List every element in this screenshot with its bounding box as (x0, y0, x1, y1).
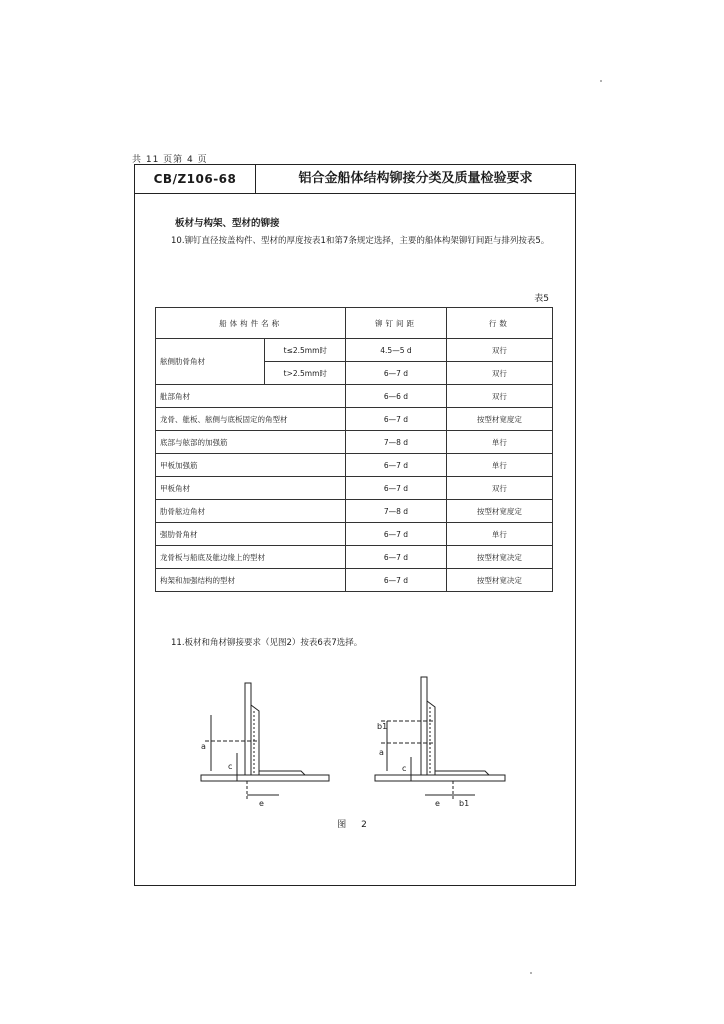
table-row (156, 523, 553, 546)
angle-profile-right (427, 701, 435, 775)
cell-spacing: 7—8 d (346, 431, 446, 454)
cell-rows: 按型材宽度定 (446, 408, 552, 431)
document-frame (134, 164, 576, 886)
cell-rows: 双行 (446, 362, 552, 385)
cell-spacing: 7—8 d (346, 500, 446, 523)
cell-rows: 双行 (446, 477, 552, 500)
cell-name: 底部与舷部的加强筋 (156, 431, 346, 454)
table-row (156, 385, 553, 408)
cell-spacing: 6—7 d (346, 362, 446, 385)
header-row-count: 行数 (446, 308, 552, 339)
dim-label-a-left: a (201, 742, 206, 751)
cell-name: 舭部角材 (156, 385, 346, 408)
scan-speck (530, 972, 532, 974)
angle-flange-left (259, 771, 305, 775)
cell-spacing: 6—7 d (346, 523, 446, 546)
cell-spacing: 4.5—5 d (346, 339, 446, 362)
cell-spacing: 6—7 d (346, 546, 446, 569)
dim-label-e-left: e (259, 799, 264, 808)
cell-name: 甲板角材 (156, 477, 346, 500)
cell-spacing: 6—7 d (346, 569, 446, 592)
cell-name: 甲板加强筋 (156, 454, 346, 477)
page-counter: 共 11 页第 4 页 (132, 155, 208, 165)
cell-spacing: 6—7 d (346, 408, 446, 431)
clause-11-text: 11.板材和角材铆接要求（见图2）按表6表7选择。 (171, 638, 363, 648)
dim-label-a-right: a (379, 748, 384, 757)
table-row (156, 339, 553, 362)
cell-condition: t≤2.5mm时 (265, 339, 346, 362)
cell-rows: 单行 (446, 431, 552, 454)
cell-name: 龙骨板与船底及舭边缘上的型材 (156, 546, 346, 569)
header-rivet-spacing: 铆钉间距 (346, 308, 446, 339)
dim-label-c-right: c (402, 764, 407, 773)
header-component-name: 船体构件名称 (156, 308, 346, 339)
vertical-plate-right (421, 677, 427, 775)
joint-drawing-left (201, 683, 329, 801)
vertical-plate-left (245, 683, 251, 775)
cell-name: 强肋骨角材 (156, 523, 346, 546)
cell-rows: 按型材宽决定 (446, 546, 552, 569)
section-heading: 板材与构架、型材的铆接 (175, 218, 280, 229)
cell-spacing: 6—7 d (346, 454, 446, 477)
cell-spacing: 6—6 d (346, 385, 446, 408)
bottom-plate-right (375, 775, 505, 781)
table-row (156, 408, 553, 431)
document-title: 铝合金船体结构铆接分类及质量检验要求 (298, 171, 533, 186)
angle-profile-left (251, 705, 259, 775)
bottom-plate-left (201, 775, 329, 781)
cell-name: 构架和加强结构的型材 (156, 569, 346, 592)
dim-label-b1-upper: b1 (377, 722, 388, 731)
table-row (156, 500, 553, 523)
rivet-table (155, 307, 553, 592)
cell-rows: 单行 (446, 523, 552, 546)
cell-rows: 双行 (446, 385, 552, 408)
cell-name: 龙骨、舭板、舷侧与底板固定的角型材 (156, 408, 346, 431)
table-number: 表5 (534, 294, 549, 304)
table-row (156, 569, 553, 592)
table-header-row (156, 308, 553, 339)
cell-name: 肋骨舷边角材 (156, 500, 346, 523)
cell-rows: 单行 (446, 454, 552, 477)
joint-drawing-right (375, 677, 505, 801)
table-row (156, 477, 553, 500)
figure-label: 图 2 (337, 820, 373, 830)
dim-label-e-right: e (435, 799, 440, 808)
standard-number: CB/Z106-68 (135, 165, 256, 193)
cell-rows: 双行 (446, 339, 552, 362)
rivet-joint-figure (135, 665, 577, 835)
dim-label-b1-lower: b1 (459, 799, 470, 808)
table-row (156, 546, 553, 569)
cell-name: 舷侧肋骨角材 (156, 339, 265, 385)
cell-condition: t>2.5mm时 (265, 362, 346, 385)
clause-10-text: 10.铆钉直径按盖构件、型材的厚度按表1和第7条规定选择，主要的船体构架铆钉间距与排列按表5。 (171, 236, 550, 246)
table-row (156, 454, 553, 477)
scan-speck (600, 80, 602, 82)
cell-rows: 按型材宽度定 (446, 500, 552, 523)
angle-flange-right (435, 771, 489, 775)
cell-rows: 按型材宽决定 (446, 569, 552, 592)
cell-spacing: 6—7 d (346, 477, 446, 500)
dim-label-c-left: c (228, 762, 233, 771)
document-header (135, 165, 575, 194)
table-row (156, 431, 553, 454)
